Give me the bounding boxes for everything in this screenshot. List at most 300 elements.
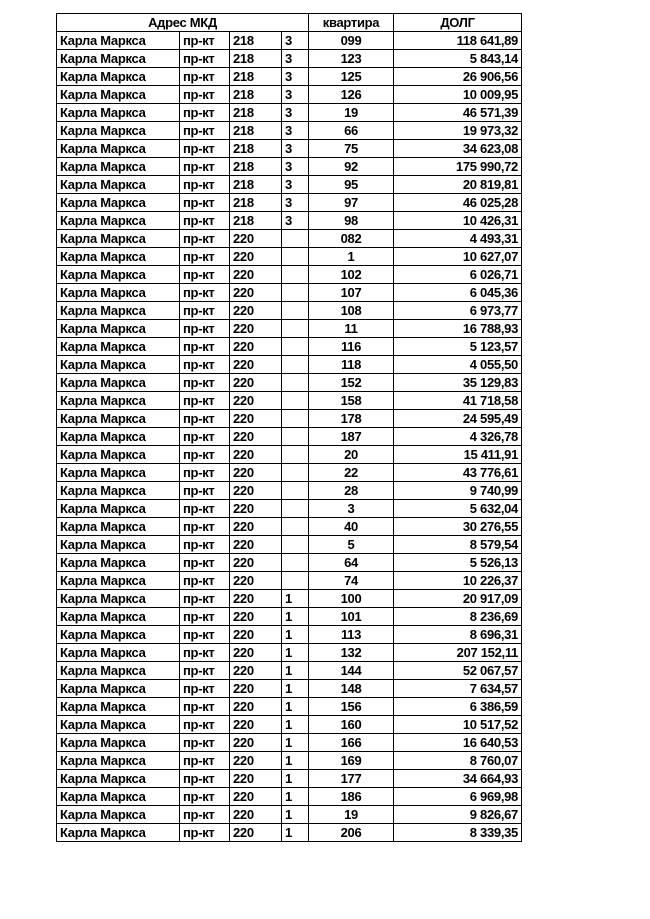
street-type-cell: пр-кт [180, 266, 230, 284]
building-number-cell [282, 320, 309, 338]
street-type-cell: пр-кт [180, 212, 230, 230]
house-number-cell: 220 [230, 338, 282, 356]
debt-amount-cell: 20 819,81 [394, 176, 522, 194]
debt-amount-cell: 46 025,28 [394, 194, 522, 212]
house-number-cell: 220 [230, 482, 282, 500]
house-number-cell: 220 [230, 248, 282, 266]
street-type-cell: пр-кт [180, 230, 230, 248]
debt-amount-cell: 10 226,37 [394, 572, 522, 590]
table-row [57, 320, 522, 338]
debt-amount-cell: 5 843,14 [394, 50, 522, 68]
street-type-cell: пр-кт [180, 608, 230, 626]
street-cell: Карла Маркса [57, 104, 180, 122]
table-row [57, 806, 522, 824]
debt-amount-cell: 6 969,98 [394, 788, 522, 806]
building-number-cell [282, 302, 309, 320]
street-cell: Карла Маркса [57, 698, 180, 716]
table-row [57, 158, 522, 176]
house-number-cell: 220 [230, 806, 282, 824]
house-number-cell: 220 [230, 266, 282, 284]
street-cell: Карла Маркса [57, 464, 180, 482]
street-type-cell: пр-кт [180, 680, 230, 698]
debt-amount-cell: 8 236,69 [394, 608, 522, 626]
street-type-cell: пр-кт [180, 770, 230, 788]
apartment-cell: 64 [309, 554, 394, 572]
house-number-cell: 220 [230, 572, 282, 590]
debt-amount-cell: 4 055,50 [394, 356, 522, 374]
apartment-cell: 28 [309, 482, 394, 500]
table-row [57, 626, 522, 644]
street-cell: Карла Маркса [57, 176, 180, 194]
apartment-cell: 1 [309, 248, 394, 266]
street-type-cell: пр-кт [180, 320, 230, 338]
table-row [57, 788, 522, 806]
street-cell: Карла Маркса [57, 86, 180, 104]
house-number-cell: 218 [230, 86, 282, 104]
address-header: Адрес МКД [57, 14, 309, 32]
building-number-cell: 3 [282, 104, 309, 122]
house-number-cell: 220 [230, 716, 282, 734]
apartment-cell: 98 [309, 212, 394, 230]
house-number-cell: 220 [230, 464, 282, 482]
table-row [57, 356, 522, 374]
house-number-cell: 220 [230, 500, 282, 518]
street-cell: Карла Маркса [57, 734, 180, 752]
street-cell: Карла Маркса [57, 50, 180, 68]
street-cell: Карла Маркса [57, 392, 180, 410]
building-number-cell [282, 338, 309, 356]
house-number-cell: 220 [230, 752, 282, 770]
house-number-cell: 220 [230, 536, 282, 554]
street-type-cell: пр-кт [180, 536, 230, 554]
street-cell: Карла Маркса [57, 374, 180, 392]
house-number-cell: 218 [230, 212, 282, 230]
building-number-cell: 1 [282, 770, 309, 788]
table-row [57, 752, 522, 770]
apartment-cell: 19 [309, 806, 394, 824]
apartment-cell: 123 [309, 50, 394, 68]
street-type-cell: пр-кт [180, 176, 230, 194]
apartment-cell: 206 [309, 824, 394, 842]
debt-amount-cell: 6 026,71 [394, 266, 522, 284]
debt-amount-cell: 43 776,61 [394, 464, 522, 482]
house-number-cell: 220 [230, 698, 282, 716]
debt-header: ДОЛГ [394, 14, 522, 32]
apartment-cell: 187 [309, 428, 394, 446]
street-type-cell: пр-кт [180, 662, 230, 680]
street-type-cell: пр-кт [180, 698, 230, 716]
street-cell: Карла Маркса [57, 482, 180, 500]
building-number-cell: 3 [282, 212, 309, 230]
debt-amount-cell: 6 973,77 [394, 302, 522, 320]
street-type-cell: пр-кт [180, 464, 230, 482]
house-number-cell: 220 [230, 824, 282, 842]
street-type-cell: пр-кт [180, 86, 230, 104]
apartment-cell: 100 [309, 590, 394, 608]
debt-amount-cell: 4 493,31 [394, 230, 522, 248]
building-number-cell [282, 446, 309, 464]
apartment-cell: 101 [309, 608, 394, 626]
apartment-cell: 108 [309, 302, 394, 320]
street-type-cell: пр-кт [180, 50, 230, 68]
street-type-cell: пр-кт [180, 302, 230, 320]
building-number-cell [282, 230, 309, 248]
apartment-cell: 148 [309, 680, 394, 698]
apartment-cell: 22 [309, 464, 394, 482]
building-number-cell [282, 500, 309, 518]
house-number-cell: 220 [230, 590, 282, 608]
street-cell: Карла Маркса [57, 284, 180, 302]
table-row [57, 446, 522, 464]
table-row [57, 248, 522, 266]
apartment-cell: 158 [309, 392, 394, 410]
debt-amount-cell: 6 045,36 [394, 284, 522, 302]
street-type-cell: пр-кт [180, 32, 230, 50]
apartment-cell: 178 [309, 410, 394, 428]
debt-amount-cell: 15 411,91 [394, 446, 522, 464]
debt-table [56, 13, 522, 842]
house-number-cell: 218 [230, 194, 282, 212]
apartment-cell: 125 [309, 68, 394, 86]
building-number-cell [282, 554, 309, 572]
building-number-cell: 3 [282, 158, 309, 176]
street-cell: Карла Маркса [57, 68, 180, 86]
street-cell: Карла Маркса [57, 158, 180, 176]
table-row [57, 572, 522, 590]
street-type-cell: пр-кт [180, 554, 230, 572]
apartment-cell: 116 [309, 338, 394, 356]
apartment-cell: 082 [309, 230, 394, 248]
debt-amount-cell: 5 123,57 [394, 338, 522, 356]
debt-amount-cell: 5 632,04 [394, 500, 522, 518]
street-type-cell: пр-кт [180, 104, 230, 122]
street-cell: Карла Маркса [57, 122, 180, 140]
street-cell: Карла Маркса [57, 536, 180, 554]
debt-amount-cell: 8 696,31 [394, 626, 522, 644]
table-row [57, 122, 522, 140]
building-number-cell: 3 [282, 122, 309, 140]
apartment-header: квартира [309, 14, 394, 32]
street-type-cell: пр-кт [180, 428, 230, 446]
house-number-cell: 220 [230, 374, 282, 392]
building-number-cell [282, 572, 309, 590]
street-type-cell: пр-кт [180, 788, 230, 806]
house-number-cell: 220 [230, 356, 282, 374]
street-cell: Карла Маркса [57, 446, 180, 464]
building-number-cell [282, 410, 309, 428]
debt-amount-cell: 8 579,54 [394, 536, 522, 554]
street-type-cell: пр-кт [180, 194, 230, 212]
apartment-cell: 74 [309, 572, 394, 590]
street-type-cell: пр-кт [180, 374, 230, 392]
street-cell: Карла Маркса [57, 572, 180, 590]
house-number-cell: 220 [230, 284, 282, 302]
apartment-cell: 3 [309, 500, 394, 518]
street-type-cell: пр-кт [180, 338, 230, 356]
house-number-cell: 218 [230, 176, 282, 194]
house-number-cell: 220 [230, 320, 282, 338]
house-number-cell: 220 [230, 410, 282, 428]
street-type-cell: пр-кт [180, 572, 230, 590]
debt-amount-cell: 46 571,39 [394, 104, 522, 122]
building-number-cell: 1 [282, 716, 309, 734]
apartment-cell: 186 [309, 788, 394, 806]
house-number-cell: 220 [230, 392, 282, 410]
street-cell: Карла Маркса [57, 608, 180, 626]
debt-amount-cell: 9 740,99 [394, 482, 522, 500]
house-number-cell: 218 [230, 50, 282, 68]
street-type-cell: пр-кт [180, 500, 230, 518]
table-row [57, 824, 522, 842]
table-header-row [57, 14, 522, 32]
debt-amount-cell: 35 129,83 [394, 374, 522, 392]
street-cell: Карла Маркса [57, 626, 180, 644]
street-type-cell: пр-кт [180, 734, 230, 752]
apartment-cell: 169 [309, 752, 394, 770]
building-number-cell [282, 536, 309, 554]
table-row [57, 212, 522, 230]
street-cell: Карла Маркса [57, 248, 180, 266]
building-number-cell: 1 [282, 644, 309, 662]
table-row [57, 230, 522, 248]
debt-amount-cell: 24 595,49 [394, 410, 522, 428]
debt-amount-cell: 10 426,31 [394, 212, 522, 230]
house-number-cell: 218 [230, 104, 282, 122]
table-row [57, 734, 522, 752]
house-number-cell: 220 [230, 788, 282, 806]
debt-amount-cell: 175 990,72 [394, 158, 522, 176]
apartment-cell: 102 [309, 266, 394, 284]
table-row [57, 518, 522, 536]
table-row [57, 86, 522, 104]
apartment-cell: 113 [309, 626, 394, 644]
street-cell: Карла Маркса [57, 230, 180, 248]
debt-amount-cell: 19 973,32 [394, 122, 522, 140]
table-row [57, 284, 522, 302]
building-number-cell: 1 [282, 734, 309, 752]
building-number-cell: 3 [282, 86, 309, 104]
table-row [57, 302, 522, 320]
building-number-cell: 1 [282, 824, 309, 842]
table-row [57, 680, 522, 698]
house-number-cell: 220 [230, 554, 282, 572]
house-number-cell: 220 [230, 626, 282, 644]
table-row [57, 698, 522, 716]
street-cell: Карла Маркса [57, 806, 180, 824]
debt-amount-cell: 8 760,07 [394, 752, 522, 770]
street-cell: Карла Маркса [57, 518, 180, 536]
debt-amount-cell: 8 339,35 [394, 824, 522, 842]
street-cell: Карла Маркса [57, 788, 180, 806]
table-row [57, 50, 522, 68]
building-number-cell: 1 [282, 608, 309, 626]
table-row [57, 374, 522, 392]
street-type-cell: пр-кт [180, 248, 230, 266]
building-number-cell [282, 374, 309, 392]
street-cell: Карла Маркса [57, 194, 180, 212]
table-row [57, 428, 522, 446]
debt-amount-cell: 6 386,59 [394, 698, 522, 716]
house-number-cell: 218 [230, 122, 282, 140]
street-cell: Карла Маркса [57, 302, 180, 320]
table-row [57, 338, 522, 356]
table-row [57, 500, 522, 518]
apartment-cell: 177 [309, 770, 394, 788]
table-row [57, 662, 522, 680]
apartment-cell: 160 [309, 716, 394, 734]
house-number-cell: 220 [230, 644, 282, 662]
apartment-cell: 75 [309, 140, 394, 158]
table-row [57, 176, 522, 194]
street-type-cell: пр-кт [180, 446, 230, 464]
table-row [57, 464, 522, 482]
street-cell: Карла Маркса [57, 716, 180, 734]
apartment-cell: 166 [309, 734, 394, 752]
house-number-cell: 220 [230, 302, 282, 320]
building-number-cell: 3 [282, 32, 309, 50]
building-number-cell [282, 428, 309, 446]
apartment-cell: 126 [309, 86, 394, 104]
building-number-cell [282, 248, 309, 266]
building-number-cell: 1 [282, 698, 309, 716]
apartment-cell: 144 [309, 662, 394, 680]
building-number-cell: 3 [282, 50, 309, 68]
debt-amount-cell: 10 517,52 [394, 716, 522, 734]
building-number-cell [282, 482, 309, 500]
apartment-cell: 11 [309, 320, 394, 338]
building-number-cell: 1 [282, 626, 309, 644]
street-cell: Карла Маркса [57, 554, 180, 572]
street-cell: Карла Маркса [57, 752, 180, 770]
debt-amount-cell: 4 326,78 [394, 428, 522, 446]
building-number-cell: 3 [282, 140, 309, 158]
apartment-cell: 118 [309, 356, 394, 374]
house-number-cell: 220 [230, 518, 282, 536]
building-number-cell: 1 [282, 662, 309, 680]
house-number-cell: 220 [230, 662, 282, 680]
debt-amount-cell: 30 276,55 [394, 518, 522, 536]
table-row [57, 536, 522, 554]
building-number-cell: 1 [282, 590, 309, 608]
debt-amount-cell: 34 623,08 [394, 140, 522, 158]
street-cell: Карла Маркса [57, 500, 180, 518]
debt-amount-cell: 5 526,13 [394, 554, 522, 572]
house-number-cell: 220 [230, 446, 282, 464]
debt-amount-cell: 20 917,09 [394, 590, 522, 608]
apartment-cell: 156 [309, 698, 394, 716]
building-number-cell [282, 356, 309, 374]
apartment-cell: 5 [309, 536, 394, 554]
table-row [57, 266, 522, 284]
apartment-cell: 97 [309, 194, 394, 212]
house-number-cell: 218 [230, 140, 282, 158]
house-number-cell: 218 [230, 68, 282, 86]
building-number-cell [282, 392, 309, 410]
table-row [57, 68, 522, 86]
street-type-cell: пр-кт [180, 284, 230, 302]
debt-amount-cell: 118 641,89 [394, 32, 522, 50]
building-number-cell: 1 [282, 788, 309, 806]
debt-amount-cell: 207 152,11 [394, 644, 522, 662]
street-cell: Карла Маркса [57, 662, 180, 680]
house-number-cell: 220 [230, 770, 282, 788]
building-number-cell: 3 [282, 194, 309, 212]
apartment-cell: 132 [309, 644, 394, 662]
table-row [57, 32, 522, 50]
house-number-cell: 220 [230, 734, 282, 752]
building-number-cell: 1 [282, 752, 309, 770]
debt-amount-cell: 16 640,53 [394, 734, 522, 752]
table-row [57, 590, 522, 608]
table-row [57, 644, 522, 662]
table-row [57, 770, 522, 788]
street-cell: Карла Маркса [57, 644, 180, 662]
house-number-cell: 218 [230, 158, 282, 176]
apartment-cell: 40 [309, 518, 394, 536]
street-type-cell: пр-кт [180, 590, 230, 608]
house-number-cell: 220 [230, 608, 282, 626]
apartment-cell: 92 [309, 158, 394, 176]
street-type-cell: пр-кт [180, 806, 230, 824]
apartment-cell: 19 [309, 104, 394, 122]
street-cell: Карла Маркса [57, 140, 180, 158]
apartment-cell: 107 [309, 284, 394, 302]
street-type-cell: пр-кт [180, 410, 230, 428]
debt-amount-cell: 34 664,93 [394, 770, 522, 788]
table-row [57, 554, 522, 572]
debt-amount-cell: 10 009,95 [394, 86, 522, 104]
building-number-cell: 3 [282, 176, 309, 194]
house-number-cell: 218 [230, 32, 282, 50]
apartment-cell: 20 [309, 446, 394, 464]
street-cell: Карла Маркса [57, 680, 180, 698]
street-type-cell: пр-кт [180, 140, 230, 158]
street-type-cell: пр-кт [180, 626, 230, 644]
street-cell: Карла Маркса [57, 320, 180, 338]
street-type-cell: пр-кт [180, 644, 230, 662]
street-type-cell: пр-кт [180, 716, 230, 734]
street-cell: Карла Маркса [57, 410, 180, 428]
street-cell: Карла Маркса [57, 266, 180, 284]
street-type-cell: пр-кт [180, 752, 230, 770]
debt-amount-cell: 52 067,57 [394, 662, 522, 680]
apartment-cell: 152 [309, 374, 394, 392]
street-type-cell: пр-кт [180, 158, 230, 176]
street-cell: Карла Маркса [57, 770, 180, 788]
street-type-cell: пр-кт [180, 482, 230, 500]
table-row [57, 482, 522, 500]
building-number-cell [282, 464, 309, 482]
debt-amount-cell: 41 718,58 [394, 392, 522, 410]
table-row [57, 716, 522, 734]
street-cell: Карла Маркса [57, 824, 180, 842]
debt-amount-cell: 10 627,07 [394, 248, 522, 266]
table-row [57, 104, 522, 122]
street-type-cell: пр-кт [180, 824, 230, 842]
street-cell: Карла Маркса [57, 590, 180, 608]
house-number-cell: 220 [230, 680, 282, 698]
street-type-cell: пр-кт [180, 392, 230, 410]
house-number-cell: 220 [230, 230, 282, 248]
street-type-cell: пр-кт [180, 122, 230, 140]
street-cell: Карла Маркса [57, 338, 180, 356]
street-cell: Карла Маркса [57, 428, 180, 446]
table-row [57, 410, 522, 428]
street-cell: Карла Маркса [57, 212, 180, 230]
debt-amount-cell: 9 826,67 [394, 806, 522, 824]
building-number-cell [282, 266, 309, 284]
apartment-cell: 95 [309, 176, 394, 194]
